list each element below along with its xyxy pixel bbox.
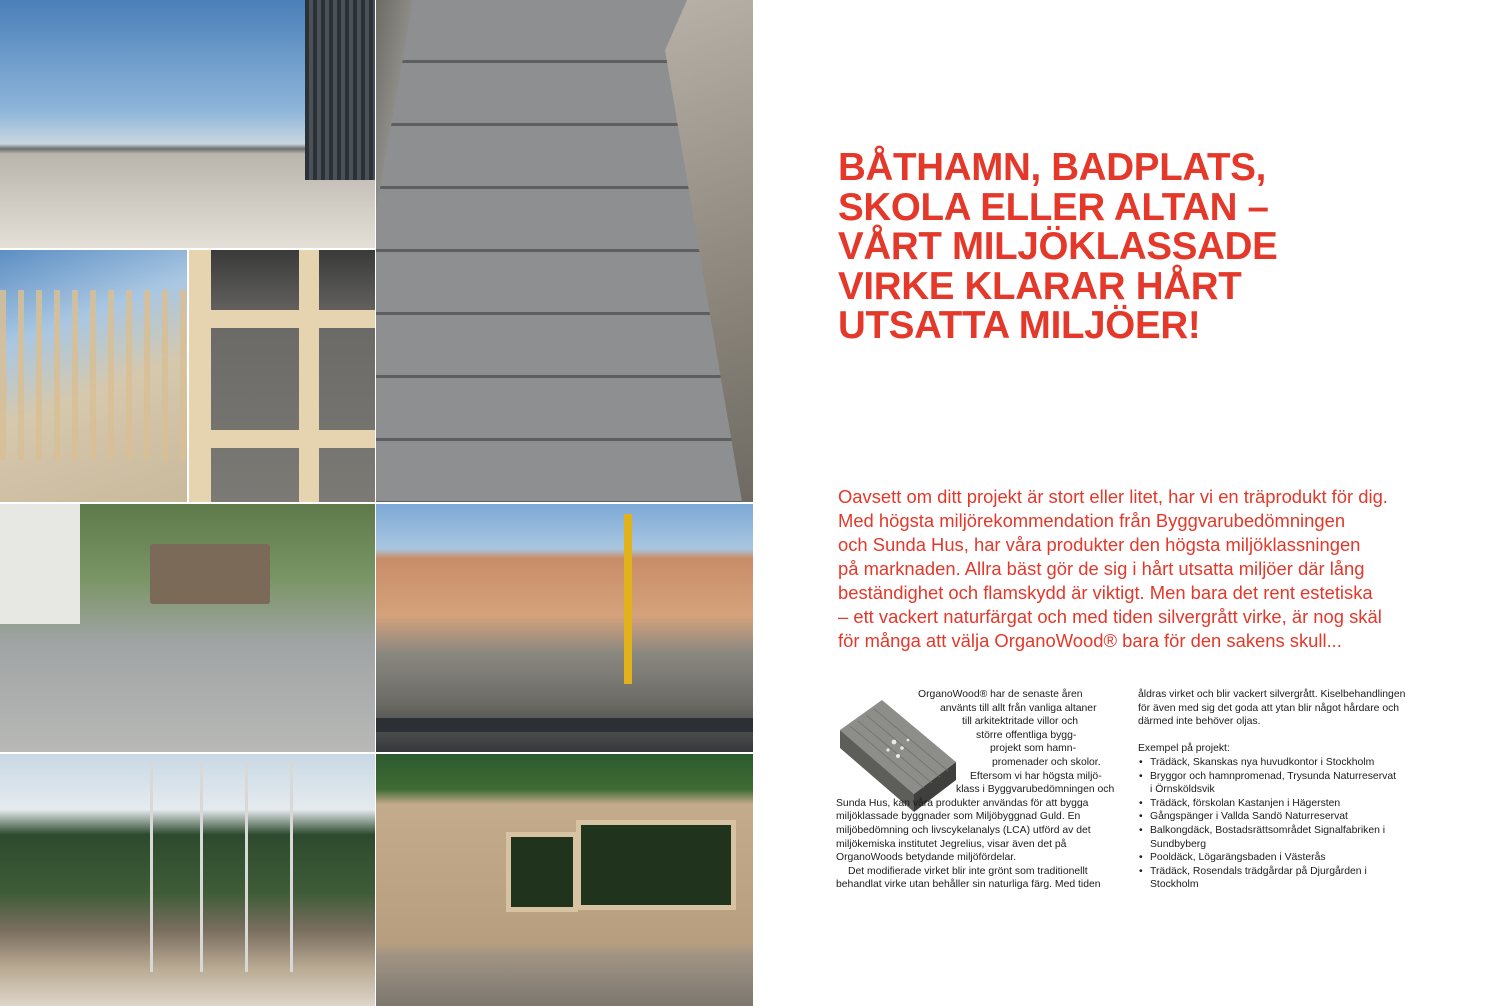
mast — [200, 762, 203, 972]
photo-wooden-wall-windows — [376, 754, 753, 1006]
body-line: Det modifierade virket blir inte grönt som traditionellt — [848, 865, 1088, 877]
body-text-column-2 — [1138, 688, 1418, 892]
intro-line: för många att välja OrganoWood® bara för den sakens skull... — [838, 630, 1342, 651]
beam — [189, 310, 375, 328]
body-line: därmed inte behöver oljas. — [1138, 716, 1261, 728]
garden-table — [150, 544, 270, 604]
headline-line: VIRKE KLARAR HÅRT — [838, 264, 1242, 308]
mast — [150, 762, 153, 972]
rock-surface — [643, 0, 753, 502]
house-wall — [0, 504, 80, 624]
intro-line: och Sunda Hus, har våra produkter den högsta miljöklassningen — [838, 534, 1361, 555]
headline-line: VÅRT MILJÖKLASSADE — [838, 225, 1278, 268]
body-line: promenader och skolor. — [992, 756, 1101, 768]
headline — [838, 148, 1478, 346]
body-line: miljöklassade byggnader som Miljöbyggnad Guld. En — [836, 811, 1081, 823]
wall-window — [576, 820, 736, 910]
list-item: • Pooldäck, Lögarängsbaden i Västerås — [1138, 851, 1418, 865]
examples-heading: Exempel på projekt: — [1138, 743, 1230, 755]
body-line: OrganoWood® har de senaste åren — [918, 689, 1083, 700]
body-line: Eftersom vi har högsta miljö- — [970, 770, 1102, 782]
body-line: miljökemiska institutet Jegrelius, visar även det på — [836, 838, 1067, 850]
list-item: • Gångspänger i Vallda Sandö Naturreservat — [1138, 810, 1418, 824]
photo-construction-site — [376, 504, 753, 752]
beam — [189, 430, 375, 448]
headline-line: SKOLA ELLER ALTAN – — [838, 185, 1269, 229]
body-line: behandlat virke utan behåller sin naturliga färg. Med tiden — [836, 879, 1101, 891]
photo-terrace-furniture — [0, 504, 375, 752]
list-item: • Trädäck, Skanskas nya huvudkontor i Stockholm — [1138, 756, 1418, 770]
body-line: klass i Byggvarubedömningen och — [956, 784, 1115, 796]
headline-line: UTSATTA MILJÖER! — [838, 304, 1201, 347]
beam — [299, 250, 319, 502]
stair-railing — [0, 290, 187, 460]
body-line: för även med sig det goda att ytan blir något hårdare och — [1138, 702, 1400, 714]
photo-harbor-sailboats — [0, 754, 375, 1006]
list-item: • Balkongdäck, Bostadsrättsområdet Signalfabriken i Sundbyberg — [1138, 824, 1418, 851]
body-text-column-1 — [836, 688, 1122, 892]
beam — [189, 250, 211, 502]
intro-line: Med högsta miljörekommendation från Byggvarubedömningen — [838, 510, 1346, 531]
intro-line: Oavsett om ditt projekt är stort eller litet, har vi en träprodukt för dig. — [838, 486, 1388, 507]
body-line: OrganoWoods betydande miljöfördelar. — [836, 852, 1017, 864]
intro-line: beständighet och flamskydd är viktigt. Men bara det rent estetiska — [838, 582, 1373, 603]
headline-line: BÅTHAMN, BADPLATS, — [838, 146, 1267, 189]
body-line: projekt som hamn- — [990, 743, 1077, 755]
body-line: större offentliga bygg- — [976, 729, 1077, 741]
intro-line: – ett vackert naturfärgat och med tiden silvergrått virke, är nog skäl — [838, 606, 1382, 627]
intro-paragraph — [838, 485, 1488, 653]
photo-boardwalk-on-rock — [376, 0, 753, 502]
list-item: • Trädäck, Rosendals trädgårdar på Djurgården i Stockholm — [1138, 865, 1418, 892]
mast — [290, 762, 293, 972]
railing — [376, 718, 753, 732]
body-line: miljöbedömning och livscykelanalys (LCA) utförd av det — [836, 824, 1091, 836]
photo-rooftop-deck — [0, 0, 375, 248]
photo-wooden-stairs-children — [0, 250, 187, 502]
intro-line: på marknaden. Allra bäst gör de sig i hårt utsatta miljöer där lång — [838, 558, 1365, 579]
photo-timber-frame — [189, 250, 375, 502]
mast — [245, 762, 248, 972]
building-facade — [305, 0, 375, 180]
list-item: • Trädäck, förskolan Kastanjen i Hägersten — [1138, 797, 1418, 811]
body-line: använts till allt från vanliga altaner — [940, 702, 1097, 714]
wall-window — [506, 832, 578, 912]
body-line: Sunda Hus, kan våra produkter användas för att bygga — [836, 797, 1089, 809]
examples-list — [1138, 756, 1418, 892]
body-line: till arkitektritade villor och — [962, 716, 1079, 728]
list-item: • Bryggor och hamnpromenad, Trysunda Naturreservat i Örnsköldsvik — [1138, 770, 1418, 797]
body-line: åldras virket och blir vackert silvergrått. Kiselbehandlingen — [1138, 689, 1406, 700]
crane — [624, 514, 632, 684]
